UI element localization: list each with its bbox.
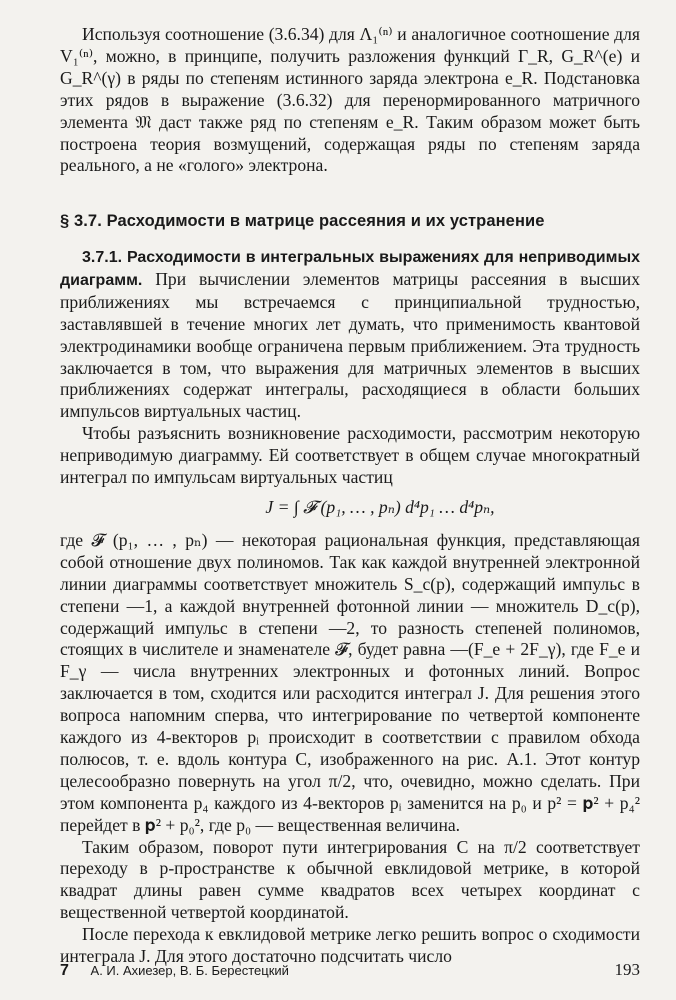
integral-formula: J = ∫ 𝓕 (p₁, … , pₙ) d⁴p₁ … d⁴pₙ, <box>265 496 495 517</box>
page-footer <box>60 962 640 980</box>
footer-authors: А. И. Ахиезер, В. Б. Берестецкий <box>90 963 289 978</box>
paragraph-2: Чтобы разъяснить возникновение расходимости, рассмотрим некоторую неприводимую диаграмму. Ей соответствует в общем случае многократный интеграл по импульсам виртуальных частиц <box>60 423 640 488</box>
section-body <box>60 246 640 968</box>
subsection-title: 3.7.1. Расходимости в интегральных выражениях для неприводимых диаграмм. <box>60 249 640 289</box>
paragraph-5: После перехода к евклидовой метрике легко решить вопрос о сходимости интеграла J. Для этого достаточно подсчитать число <box>60 924 640 967</box>
subsection-paragraph <box>60 246 640 423</box>
paragraph-4: Таким образом, поворот пути интегрирования C на π/2 соответствует переходу в p-пространстве к обычной евклидовой метрике, в которой квадрат длины равен сумме квадратов всех четырех координат с вещественной четвертой координатой. <box>60 836 640 923</box>
intro-paragraph <box>60 24 640 177</box>
paragraph-3: где 𝓕 (p₁, … , pₙ) — некоторая рациональная функция, представляющая собой отношение двух полиномов. Так как каждой внутренней электронной линии диаграммы соответствует множитель S_c(p), содержащий импульс в степени —1, а каждой внутренней фотонной линии — множитель D_c(p), содержащий импульс в степени —2, то разность степеней полиномов, стоящих в числителе и знаменателе 𝓕, будет равна —(F_e + 2F_γ), где F_e и F_γ — числа внутренних электронных и фотонных линий. Вопрос заключается в том, сходится или расходится интеграл J. Для решения этого вопроса напомним сперва, что интегрирование по четвертой компоненте каждого из 4-векторов pᵢ происходит в соответствии с правилом обхода полюсов, т. е. вдоль контура C, изображенного на рис. А.1. Этот контур целесообразно повернуть на угол π/2, что, очевидно, можно сделать. При этом компонента p₄ каждого из 4-векторов pᵢ заменится на p₀ и p² = 𝐩² + p₄² перейдет в 𝐩² + p₀², где p₀ — вещественная величина. <box>60 529 640 835</box>
paragraph-1: При вычислении элементов матрицы рассеяния в высших приближениях мы встречаемся с принципиальной трудностью, заставлявшей в течение многих лет думать, что применимость квантовой электродинамики вообще ограничена первым приближением. Эта трудность заключается в том, что выражения для матричных элементов в высших приближениях содержат интегралы, расходящиеся в области больших импульсов виртуальных частиц. <box>60 268 640 422</box>
section-heading: § 3.7. Расходимости в матрице рассеяния и их устранение <box>60 212 545 230</box>
signature-number: 7 <box>60 962 69 979</box>
intro-text: Используя соотношение (3.6.34) для Λ₁⁽ⁿ⁾ и аналогичное соотношение для V₁⁽ⁿ⁾, можно, в принципе, получить разложения функций Γ_R, G_R^(e) и G_R^(γ) в ряды по степеням истинного заряда электрона e_R. Подстановка этих рядов в выражение (3.6.32) для перенормированного матричного элемента 𝔐 даст также ряд по степеням e_R. Таким образом может быть построена теория возмущений, содержащая ряды по степеням заряда реального, а не «голого» электрона. <box>60 24 640 176</box>
page-number: 193 <box>614 960 640 979</box>
